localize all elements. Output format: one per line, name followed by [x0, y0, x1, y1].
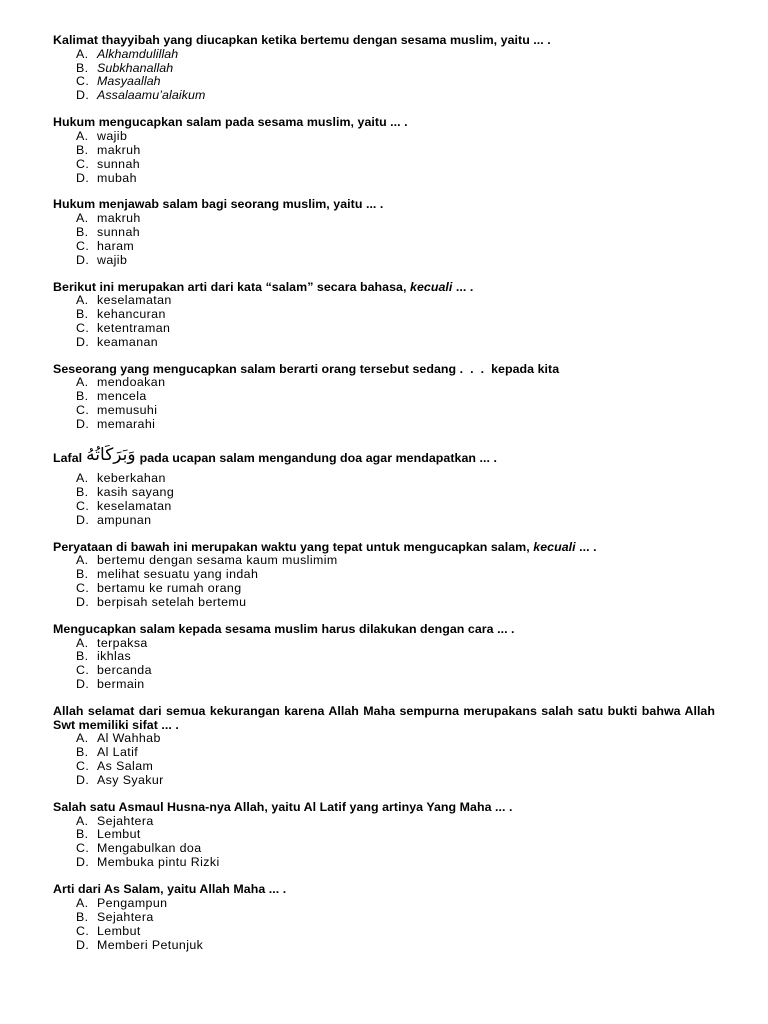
option-text: Assalaamu’alaikum: [97, 88, 206, 103]
option-a: [53, 294, 715, 308]
option-text: Masyaallah: [97, 74, 161, 89]
option-text: mendoakan: [97, 375, 166, 390]
option-letter: A.: [76, 211, 89, 226]
option-c: [53, 158, 715, 172]
question-text: [53, 541, 715, 555]
question-7: [53, 541, 715, 610]
question-text-tail: pada ucapan salam mengandung doa agar mendapatkan ... .: [139, 451, 497, 466]
option-list: [53, 294, 715, 350]
option-letter: D.: [76, 855, 90, 870]
option-text: wajib: [97, 128, 128, 143]
option-list: [53, 376, 715, 432]
option-text: Subkhanallah: [97, 60, 174, 75]
option-letter: A.: [76, 635, 89, 650]
quiz-sheet: [53, 34, 715, 965]
option-a: [53, 376, 715, 390]
option-d: [53, 678, 715, 692]
option-d: [53, 418, 715, 432]
option-text: Sejahtera: [97, 813, 154, 828]
option-text: bertamu ke rumah orang: [97, 581, 242, 596]
option-text: Mengabulkan doa: [97, 841, 202, 856]
option-text: Lembut: [97, 923, 141, 938]
question-text-lead: Berikut ini merupakan arti dari kata “salam” secara bahasa,: [53, 279, 410, 294]
option-letter: A.: [76, 471, 89, 486]
option-b: [53, 62, 715, 76]
question-6: [53, 445, 715, 528]
option-c: [53, 404, 715, 418]
option-text: keamanan: [97, 334, 159, 349]
option-text: mencela: [97, 389, 147, 404]
option-d: [53, 172, 715, 186]
option-text: ampunan: [97, 512, 152, 527]
option-a: [53, 732, 715, 746]
option-letter: B.: [76, 60, 89, 75]
option-letter: C.: [76, 841, 90, 856]
option-list: [53, 732, 715, 788]
option-text: makruh: [97, 142, 141, 157]
option-letter: A.: [76, 895, 89, 910]
option-c: [53, 925, 715, 939]
option-letter: C.: [76, 403, 90, 418]
option-a: [53, 554, 715, 568]
question-text: Arti dari As Salam, yaitu Allah Maha ... .: [53, 882, 287, 897]
option-text: sunnah: [97, 156, 141, 171]
option-d: [53, 254, 715, 268]
option-b: [53, 568, 715, 582]
option-letter: B.: [76, 909, 89, 924]
option-letter: B.: [76, 745, 89, 760]
option-c: [53, 582, 715, 596]
option-text: As Salam: [97, 759, 154, 774]
option-b: [53, 144, 715, 158]
option-letter: C.: [76, 238, 90, 253]
option-d: [53, 336, 715, 350]
option-text: ketentraman: [97, 321, 171, 336]
option-text: wajib: [97, 252, 128, 267]
question-text: [53, 281, 715, 295]
option-text: keselamatan: [97, 293, 172, 308]
option-letter: B.: [76, 649, 89, 664]
option-letter: C.: [76, 759, 90, 774]
option-c: [53, 760, 715, 774]
option-text: memusuhi: [97, 403, 158, 418]
option-b: [53, 650, 715, 664]
option-text: keberkahan: [97, 471, 166, 486]
option-text: Lembut: [97, 827, 141, 842]
option-letter: C.: [76, 498, 90, 513]
question-text: Salah satu Asmaul Husna-nya Allah, yaitu Al Latif yang artinya Yang Maha ... .: [53, 799, 513, 814]
option-d: [53, 514, 715, 528]
option-list: [53, 212, 715, 268]
option-d: [53, 89, 715, 103]
option-a: [53, 212, 715, 226]
option-text: Memberi Petunjuk: [97, 937, 204, 952]
option-letter: B.: [76, 142, 89, 157]
question-text: [53, 445, 715, 470]
option-c: [53, 500, 715, 514]
question-text: Mengucapkan salam kepada sesama muslim harus dilakukan dengan cara ... .: [53, 621, 515, 636]
option-letter: D.: [76, 417, 90, 432]
option-letter: D.: [76, 88, 90, 103]
question-text-tail: ... .: [452, 279, 474, 294]
question-9: [53, 705, 715, 788]
option-b: [53, 911, 715, 925]
option-letter: D.: [76, 677, 90, 692]
question-2: [53, 116, 715, 185]
question-text-lead: Lafal: [53, 451, 83, 466]
option-letter: D.: [76, 595, 90, 610]
option-letter: C.: [76, 321, 90, 336]
option-letter: A.: [76, 375, 89, 390]
option-text: Al Latif: [97, 745, 139, 760]
option-a: [53, 637, 715, 651]
option-letter: C.: [76, 923, 90, 938]
option-text: sunnah: [97, 224, 141, 239]
option-letter: A.: [76, 731, 89, 746]
option-text: bertemu dengan sesama kaum muslimim: [97, 553, 338, 568]
option-text: haram: [97, 238, 135, 253]
option-text: kasih sayang: [97, 485, 175, 499]
option-text: memarahi: [97, 417, 156, 432]
question-3: [53, 198, 715, 267]
option-letter: C.: [76, 581, 90, 596]
option-letter: A.: [76, 128, 89, 143]
option-letter: D.: [76, 170, 90, 185]
option-list: [53, 48, 715, 104]
option-b: [53, 486, 715, 500]
option-d: [53, 856, 715, 870]
option-a: [53, 130, 715, 144]
option-letter: C.: [76, 663, 90, 678]
question-1: [53, 34, 715, 103]
option-text: kehancuran: [97, 307, 166, 322]
option-letter: C.: [76, 156, 90, 171]
question-text-tail: ... .: [575, 539, 597, 554]
option-c: [53, 240, 715, 254]
question-text: Seseorang yang mengucapkan salam berarti orang tersebut sedang . . . kepada kita: [53, 361, 560, 376]
question-text-emphasis: kecuali: [533, 539, 576, 554]
option-letter: B.: [76, 389, 89, 404]
question-10: [53, 801, 715, 870]
question-8: [53, 623, 715, 692]
option-letter: A.: [76, 46, 89, 61]
option-b: [53, 226, 715, 240]
option-text: terpaksa: [97, 635, 148, 650]
option-letter: D.: [76, 937, 90, 952]
option-letter: D.: [76, 773, 90, 788]
question-text: Hukum menjawab salam bagi seorang muslim, yaitu ... .: [53, 197, 384, 212]
option-letter: B.: [76, 224, 89, 239]
question-text-emphasis: kecuali: [410, 279, 453, 294]
option-text: ikhlas: [97, 649, 132, 664]
option-list: [53, 554, 715, 610]
option-letter: A.: [76, 553, 89, 568]
question-text-lead: Peryataan di bawah ini merupakan waktu yang tepat untuk mengucapkan salam,: [53, 539, 534, 554]
option-c: [53, 322, 715, 336]
option-text: Membuka pintu Rizki: [97, 855, 220, 870]
option-a: [53, 472, 715, 486]
question-4: [53, 281, 715, 350]
question-text: Hukum mengucapkan salam pada sesama muslim, yaitu ... .: [53, 115, 408, 130]
option-letter: D.: [76, 512, 90, 527]
option-b: [53, 308, 715, 322]
option-d: [53, 939, 715, 953]
option-a: [53, 897, 715, 911]
option-text: Al Wahhab: [97, 731, 161, 746]
option-letter: D.: [76, 334, 90, 349]
option-text: keselamatan: [97, 498, 172, 513]
option-text: melihat sesuatu yang indah: [97, 567, 259, 582]
option-letter: D.: [76, 252, 90, 267]
option-d: [53, 596, 715, 610]
question-5: [53, 363, 715, 432]
option-c: [53, 75, 715, 89]
option-letter: B.: [76, 307, 89, 322]
option-list: [53, 897, 715, 953]
option-text: Sejahtera: [97, 909, 154, 924]
option-a: [53, 815, 715, 829]
option-text: Asy Syakur: [97, 773, 164, 788]
question-11: [53, 883, 715, 952]
option-letter: A.: [76, 813, 89, 828]
option-letter: B.: [76, 485, 89, 499]
option-c: [53, 842, 715, 856]
option-list: [53, 130, 715, 186]
option-a: [53, 48, 715, 62]
option-letter: A.: [76, 293, 89, 308]
question-text: Allah selamat dari semua kekurangan karena Allah Maha sempurna merupakans salah satu bukti bahwa Allah Swt memiliki sifat ... .: [53, 704, 715, 732]
option-letter: C.: [76, 74, 90, 89]
option-b: [53, 828, 715, 842]
option-list: [53, 472, 715, 528]
arabic-phrase: وَبَرَكَاتُهُ: [86, 445, 136, 466]
option-text: berpisah setelah bertemu: [97, 595, 247, 610]
option-list: [53, 815, 715, 871]
option-text: Pengampun: [97, 895, 168, 910]
question-text: Kalimat thayyibah yang diucapkan ketika bertemu dengan sesama muslim, yaitu ... .: [53, 33, 551, 47]
option-text: bermain: [97, 677, 145, 692]
option-text: mubah: [97, 170, 137, 185]
option-text: bercanda: [97, 663, 152, 678]
option-text: Alkhamdulillah: [97, 46, 179, 61]
option-list: [53, 637, 715, 693]
option-d: [53, 774, 715, 788]
option-letter: B.: [76, 827, 89, 842]
option-c: [53, 664, 715, 678]
option-letter: B.: [76, 567, 89, 582]
option-b: [53, 390, 715, 404]
option-b: [53, 746, 715, 760]
option-text: makruh: [97, 211, 141, 226]
